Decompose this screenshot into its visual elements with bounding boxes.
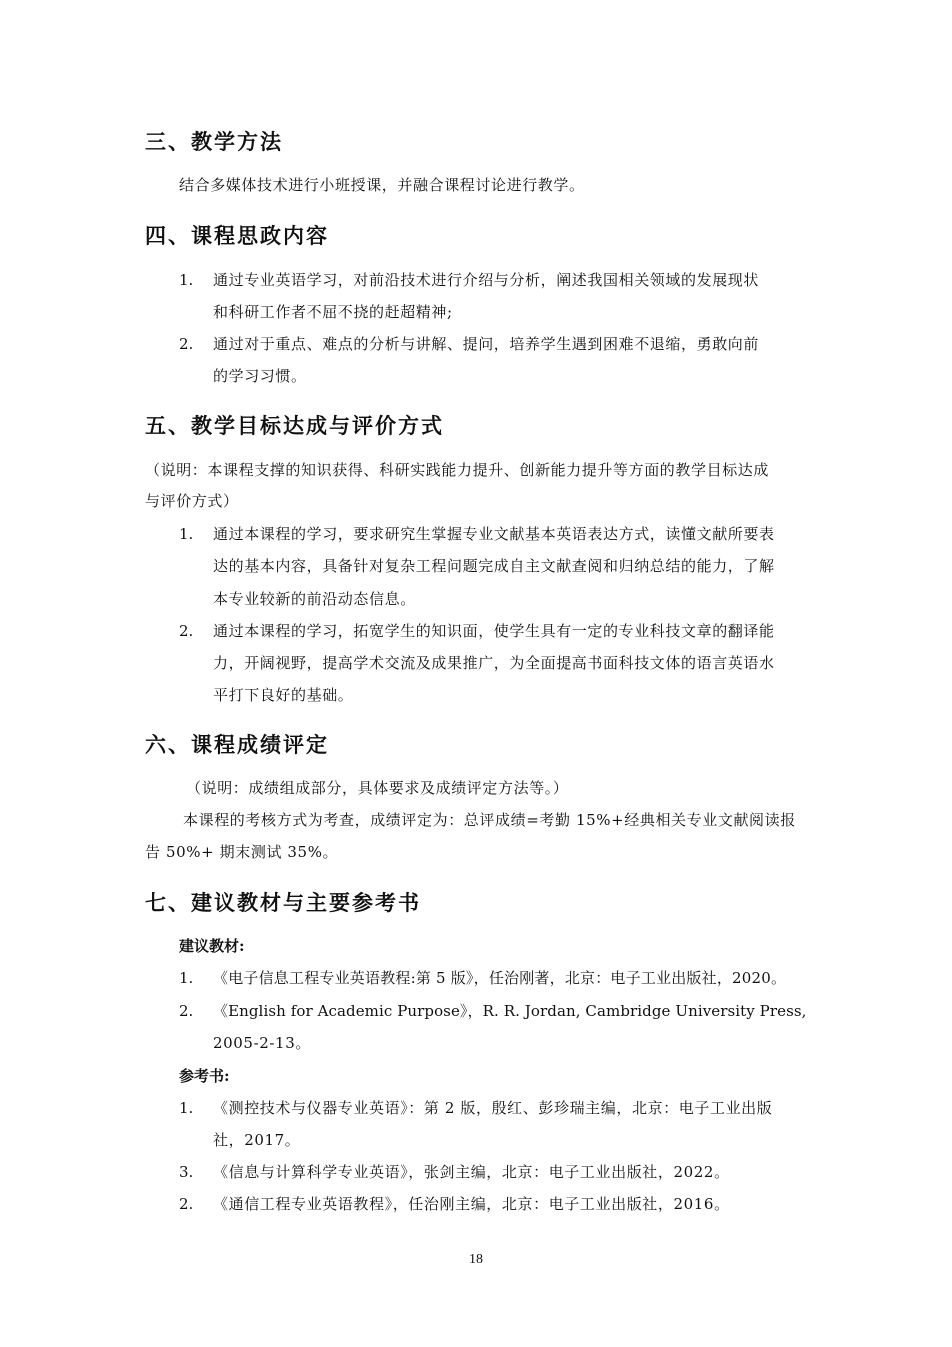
list-number: 1. [179, 969, 194, 987]
list-number: 2. [179, 335, 194, 353]
paragraph-line: 告 50%+ 期末测试 35%。 [145, 843, 339, 861]
list-item-line: 达的基本内容，具备针对复杂工程问题完成自主文献查阅和归纳总结的能力，了解 [213, 557, 775, 575]
paragraph: 结合多媒体技术进行小班授课，并融合课程讨论进行教学。 [179, 176, 585, 194]
textbook-entry: 2005-2-13。 [213, 1034, 311, 1052]
list-item-line: 力，开阔视野，提高学术交流及成果推广，为全面提高书面科技文体的语言英语水 [213, 654, 775, 672]
list-item-line: 通过本课程的学习，要求研究生掌握专业文献基本英语表达方式，读懂文献所要表 [213, 525, 775, 543]
list-number: 1. [179, 1099, 194, 1117]
section-heading-ideology: 四、课程思政内容 [145, 223, 329, 248]
reference-entry: 《通信工程专业英语教程》，任治刚主编，北京：电子工业出版社，2016。 [213, 1195, 730, 1213]
textbook-entry: 《English for Academic Purpose》，R. R. Jordan, Cambridge University Press, [213, 1002, 807, 1020]
list-item-line: 本专业较新的前沿动态信息。 [213, 590, 416, 608]
list-number: 1. [179, 271, 194, 289]
note-line: （说明：本课程支撑的知识获得、科研实践能力提升、创新能力提升等方面的教学目标达成 [145, 461, 770, 479]
section-heading-textbooks: 七、建议教材与主要参考书 [145, 890, 421, 915]
textbook-entry: 《电子信息工程专业英语教程:第 5 版》，任治刚著，北京：电子工业出版社，2020。 [213, 969, 787, 987]
list-number: 3. [179, 1163, 194, 1181]
reference-entry: 《测控技术与仪器专业英语》：第 2 版，殷红、彭珍瑞主编，北京：电子工业出版 [213, 1099, 773, 1117]
reference-entry: 《信息与计算科学专业英语》，张剑主编，北京：电子工业出版社，2022。 [213, 1163, 730, 1181]
list-number: 1. [179, 525, 194, 543]
note-line: （说明：成绩组成部分，具体要求及成绩评定方法等。） [186, 779, 569, 797]
section-heading-teaching-methods: 三、教学方法 [145, 129, 283, 154]
section-heading-grading: 六、课程成绩评定 [145, 732, 329, 757]
reference-label: 参考书: [179, 1067, 230, 1085]
list-item-line: 的学习习惯。 [213, 367, 307, 385]
section-heading-objectives: 五、教学目标达成与评价方式 [145, 413, 444, 438]
list-number: 2. [179, 1002, 194, 1020]
list-item-line: 通过对于重点、难点的分析与讲解、提问，培养学生遇到困难不退缩，勇敢向前 [213, 335, 760, 353]
page-number: 18 [469, 1252, 483, 1267]
list-number: 2. [179, 1195, 194, 1213]
list-item-line: 平打下良好的基础。 [213, 686, 354, 704]
list-item-line: 和科研工作者不屈不挠的赶超精神; [213, 303, 453, 321]
textbook-label: 建议教材: [179, 937, 245, 955]
list-item-line: 通过本课程的学习，拓宽学生的知识面，使学生具有一定的专业科技文章的翻译能 [213, 622, 775, 640]
list-item-line: 通过专业英语学习，对前沿技术进行介绍与分析，阐述我国相关领域的发展现状 [213, 271, 760, 289]
reference-entry: 社，2017。 [213, 1131, 301, 1149]
list-number: 2. [179, 622, 194, 640]
paragraph-line: 本课程的考核方式为考查，成绩评定为：总评成绩=考勤 15%+经典相关专业文献阅读报 [183, 811, 796, 829]
note-line: 与评价方式） [145, 492, 239, 510]
